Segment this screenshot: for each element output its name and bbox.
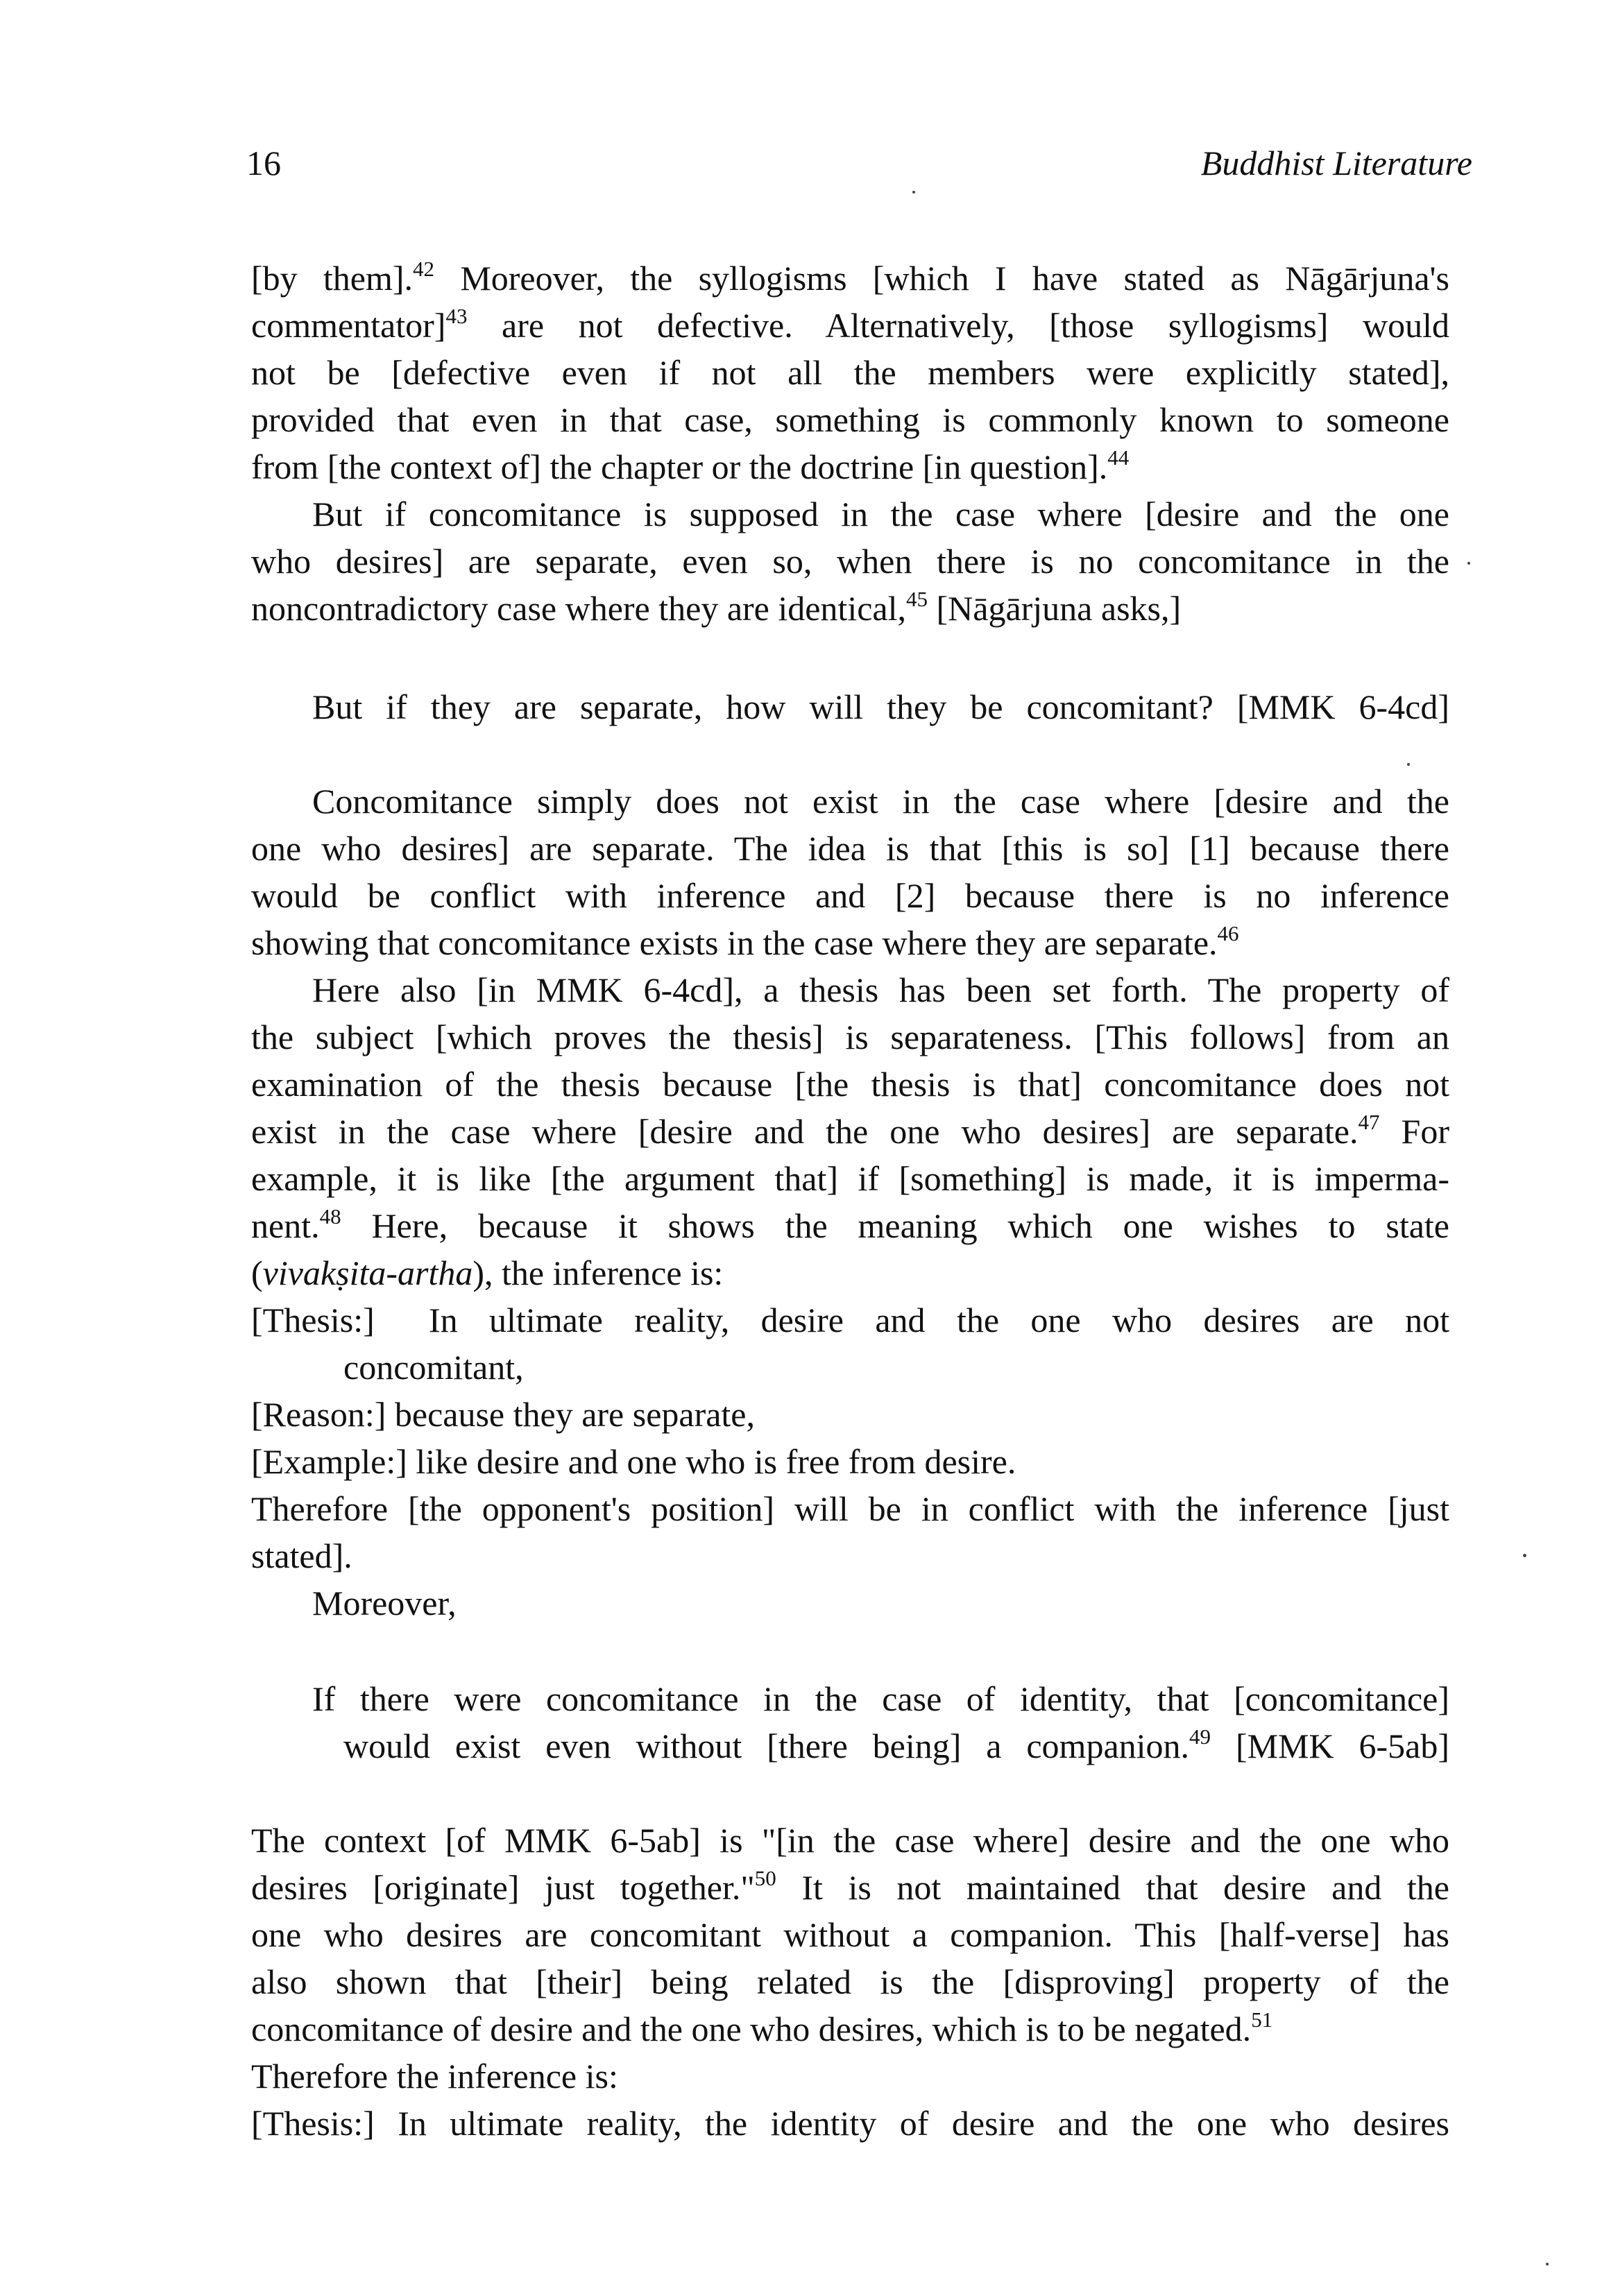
footnote-46: 46 <box>1217 921 1239 945</box>
p1-line-2: commentator]$^{43}$ are not defective. Alternatively, [those syllogisms] would <box>251 304 1449 345</box>
p4-line-6: nent.$^{48}$ Here, because it shows the meaning which one wishes to state <box>251 1204 1449 1245</box>
p1-line-1: [by them].$^{42}$ Moreover, the syllogisms [which I have stated as Nāgārjuna's <box>251 257 1449 298</box>
scan-speck <box>1546 2263 1549 2265</box>
footnote-44: 44 <box>1107 445 1130 470</box>
p6-line-7: [Thesis:] In ultimate reality, the identity of desire and the one who desires <box>251 2104 1449 2143</box>
p1-line-5: from [the context of] the chapter or the doctrine [in question].$^{44}$ <box>251 445 1130 486</box>
p1-line-4: provided that even in that case, something is commonly known to someone <box>251 400 1449 439</box>
verse-mmk-6-4cd: But if they are separate, how will they be concomitant? [MMK 6-4cd] <box>312 687 1449 726</box>
verse-mmk-6-5ab-line-1: If there were concomitance in the case of identity, that [concomitance] <box>312 1679 1449 1718</box>
reason-1: [Reason:] because they are separate, <box>251 1395 756 1434</box>
p6-line-5: concomitance of desire and the one who desires, which is to be negated.$^{51}$ <box>251 2007 1273 2048</box>
p2-line-1: But if concomitance is supposed in the case where [desire and the one <box>312 495 1449 533</box>
footnote-50: 50 <box>754 1866 776 1890</box>
scan-speck <box>1523 1554 1526 1557</box>
scan-speck <box>912 191 915 194</box>
footnote-45: 45 <box>906 587 928 611</box>
verse-mmk-6-5ab-line-2: would exist even without [there being] a companion.$^{49}$ [MMK 6-5ab] <box>343 1724 1450 1765</box>
p1-line-3: not be [defective even if not all the members were explicitly stated], <box>251 353 1449 392</box>
footnote-49: 49 <box>1189 1724 1211 1749</box>
p6-line-2: desires [originate] just together."$^{50}$ It is not maintained that desire and the <box>251 1866 1449 1907</box>
p4-line-2: the subject [which proves the thesis] is separateness. [This follows] from an <box>251 1018 1449 1056</box>
running-title: Buddhist Literature <box>1200 144 1472 182</box>
p4-line-7: (vivakṣita-artha), the inference is: <box>251 1253 724 1292</box>
p6-line-3: one who desires are concomitant without a companion. This [half-verse] has <box>251 1915 1449 1954</box>
scan-speck <box>1407 763 1410 766</box>
scan-speck <box>1467 562 1470 565</box>
p5-line-3: Moreover, <box>312 1584 457 1622</box>
footnote-48: 48 <box>319 1204 341 1228</box>
p5-line-2: stated]. <box>251 1536 352 1575</box>
footnote-43: 43 <box>445 304 468 328</box>
p6-line-4: also shown that [their] being related is the [disproving] property of the <box>251 1962 1449 2001</box>
page-number: 16 <box>246 144 281 182</box>
footnote-51: 51 <box>1251 2007 1273 2032</box>
example-1: [Example:] like desire and one who is free from desire. <box>251 1442 1016 1481</box>
p2-line-3: noncontradictory case where they are identical,$^{45}$ [Nāgārjuna asks,] <box>251 587 1182 628</box>
thesis-text-1: In ultimate reality, desire and the one who desires are not <box>429 1301 1449 1339</box>
thesis-label-1: [Thesis:] <box>251 1301 375 1339</box>
p4-line-4: exist in the case where [desire and the one who desires] are separate.$^{47}$ For <box>251 1110 1449 1151</box>
p3-line-4: showing that concomitance exists in the case where they are separate.$^{46}$ <box>251 921 1239 962</box>
p6-line-6: Therefore the inference is: <box>251 2057 618 2096</box>
footnote-47: 47 <box>1358 1110 1380 1134</box>
thesis-continuation-1: concomitant, <box>343 1348 524 1387</box>
p3-line-2: one who desires] are separate. The idea is that [this is so] [1] because there <box>251 829 1449 868</box>
footnote-42: 42 <box>413 257 435 281</box>
p4-line-1: Here also [in MMK 6-4cd], a thesis has been set forth. The property of <box>312 970 1449 1009</box>
sanskrit-term: vivakṣita-artha <box>262 1253 473 1292</box>
p3-line-1: Concomitance simply does not exist in the case where [desire and the <box>312 782 1449 821</box>
p3-line-3: would be conflict with inference and [2] because there is no inference <box>251 876 1449 915</box>
p4-line-5: example, it is like [the argument that] if [something] is made, it is imperma- <box>251 1159 1449 1198</box>
p4-line-3: examination of the thesis because [the thesis is that] concomitance does not <box>251 1065 1449 1104</box>
p5-line-1: Therefore [the opponent's position] will be in conflict with the inference [just <box>251 1489 1449 1528</box>
p2-line-2: who desires] are separate, even so, when there is no concomitance in the <box>251 542 1449 581</box>
p6-line-1: The context [of MMK 6-5ab] is "[in the case where] desire and the one who <box>251 1821 1449 1860</box>
